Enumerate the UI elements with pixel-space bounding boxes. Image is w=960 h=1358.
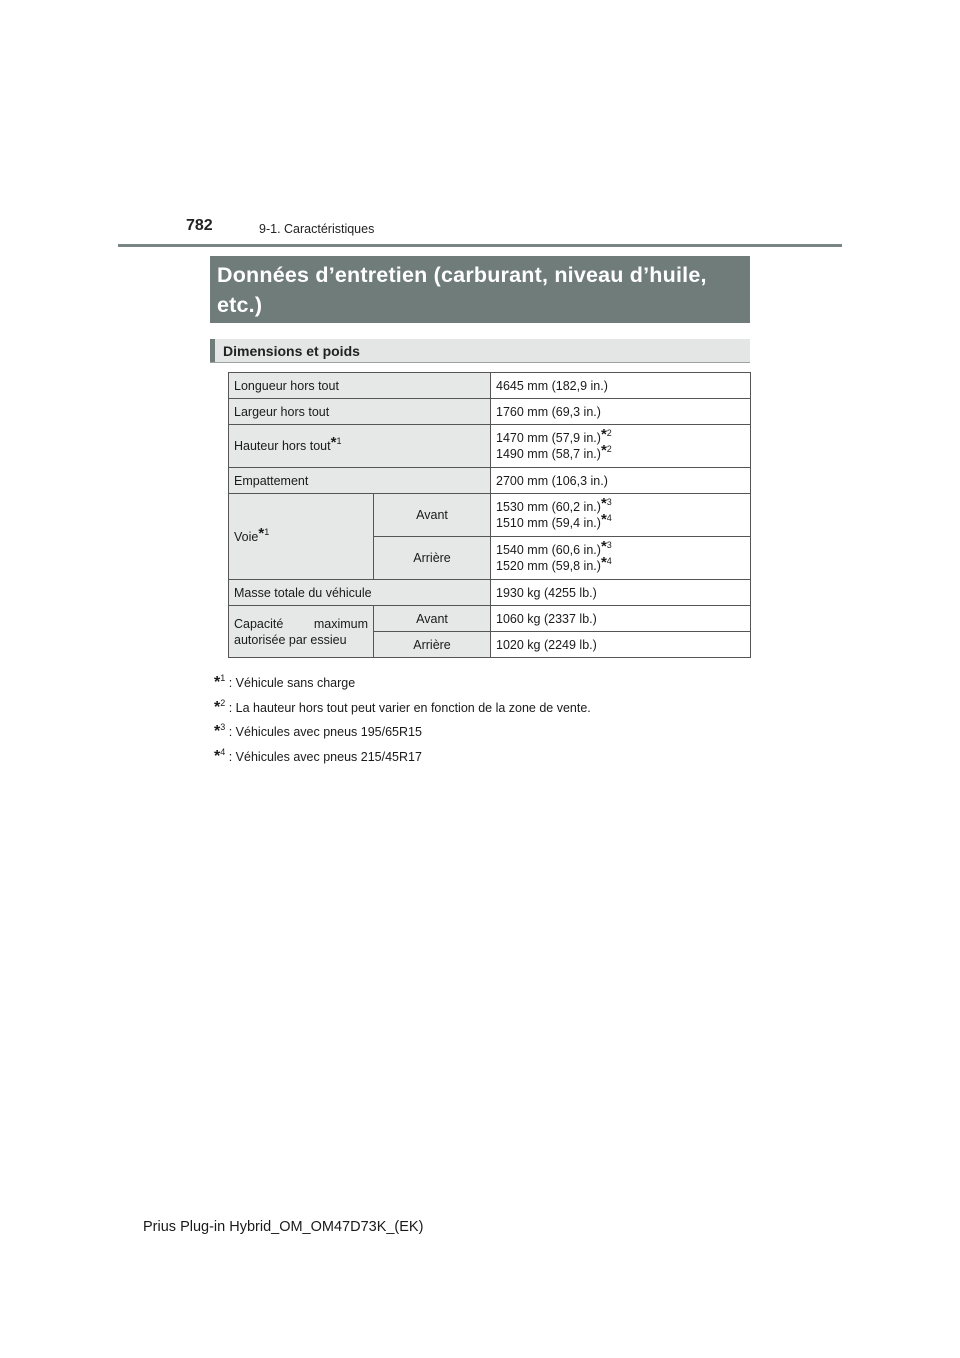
footnote-text: : Véhicule sans charge <box>228 676 356 690</box>
footer-text: Prius Plug-in Hybrid_OM_OM47D73K_(EK) <box>143 1219 424 1235</box>
footnote-ref: 2 <box>606 444 612 454</box>
row-label: Masse totale du véhicule <box>229 580 491 606</box>
value-line: 1510 mm (59,4 in.)*$^4$ <box>496 511 612 530</box>
subsection-heading <box>210 339 750 363</box>
row-value: 2700 mm (106,3 in.) <box>491 468 751 494</box>
footnote-ref: 3 <box>606 497 612 507</box>
page-number: 782 <box>186 217 213 234</box>
footnote-num: 1 <box>220 673 226 683</box>
footnote-ref: 4 <box>606 513 612 523</box>
footnote-star: * <box>214 698 221 716</box>
page-title: Données d’entretien (carburant, niveau d’huile, etc.) <box>210 256 750 323</box>
row-label: Longueur hors tout <box>229 373 491 399</box>
footnote <box>214 698 754 723</box>
table-row <box>229 373 751 399</box>
footnote-star: * <box>600 442 607 459</box>
value-line: 1490 mm (58,7 in.)*$^2$ <box>496 442 612 461</box>
sub-label: Avant <box>374 606 491 632</box>
footnote-star: * <box>600 538 607 555</box>
row-label: Voie*$^1$ <box>229 494 374 580</box>
footnote-star: * <box>600 495 607 512</box>
table-row <box>229 580 751 606</box>
table-row <box>229 606 751 632</box>
footnote-star: * <box>214 747 221 765</box>
value-line: 1520 mm (59,8 in.)*$^4$ <box>496 554 612 573</box>
sub-label: Arrière <box>374 632 491 658</box>
footnote-star: * <box>600 511 607 528</box>
footnote-ref: 2 <box>606 428 612 438</box>
label-text: Hauteur hors tout <box>234 439 331 453</box>
row-value: 1020 kg (2249 lb.) <box>491 632 751 658</box>
footnote-text: : La hauteur hors tout peut varier en fonction de la zone de vente. <box>228 700 591 715</box>
row-value <box>491 537 751 580</box>
value-line: 1470 mm (57,9 in.)*$^2$ <box>496 426 612 445</box>
footnote-star: * <box>600 554 607 571</box>
row-value: 1930 kg (4255 lb.) <box>491 580 751 606</box>
footnote-ref: 3 <box>606 540 612 550</box>
sub-label: Arrière <box>374 537 491 580</box>
footnote <box>214 722 754 747</box>
row-label: Largeur hors tout <box>229 399 491 425</box>
footnote-text: : Véhicules avec pneus 195/65R15 <box>228 725 422 739</box>
subsection-bar <box>210 339 215 362</box>
row-value: 4645 mm (182,9 in.) <box>491 373 751 399</box>
footnote-num: 3 <box>220 722 226 732</box>
footnote-star: * <box>214 723 221 740</box>
footnote <box>214 673 754 698</box>
dimensions-table <box>228 372 751 658</box>
footnote-ref: 1 <box>336 436 342 446</box>
table-row <box>229 399 751 425</box>
sub-label: Avant <box>374 494 491 537</box>
footnote-num: 4 <box>220 746 226 757</box>
footnote-star: * <box>600 426 607 443</box>
row-value <box>491 494 751 537</box>
footnote-star: * <box>258 524 265 542</box>
header-rule <box>118 244 842 247</box>
row-value: 1060 kg (2337 lb.) <box>491 606 751 632</box>
row-value <box>491 425 751 468</box>
row-label: Capacité maximum autorisée par essieu <box>229 606 374 658</box>
footnote-text: : Véhicules avec pneus 215/45R17 <box>228 749 422 764</box>
section-label: 9-1. Caractéristiques <box>259 222 375 236</box>
footnote-star: * <box>330 434 337 451</box>
table-row <box>229 494 751 537</box>
footnote-num: 2 <box>220 697 226 708</box>
row-value: 1760 mm (69,3 in.) <box>491 399 751 425</box>
row-label: Empattement <box>229 468 491 494</box>
value-line: 1540 mm (60,6 in.)*$^3$ <box>496 538 612 557</box>
subsection-title: Dimensions et poids <box>223 343 360 359</box>
footnotes <box>214 673 754 771</box>
table-row <box>229 468 751 494</box>
footnote-star: * <box>214 674 221 691</box>
value-line: 1530 mm (60,2 in.)*$^3$ <box>496 495 612 514</box>
footnote-ref: 4 <box>606 556 612 566</box>
table-row <box>229 425 751 468</box>
row-label <box>229 425 491 468</box>
footnote <box>214 747 754 772</box>
footnote-ref: 1 <box>264 526 270 537</box>
